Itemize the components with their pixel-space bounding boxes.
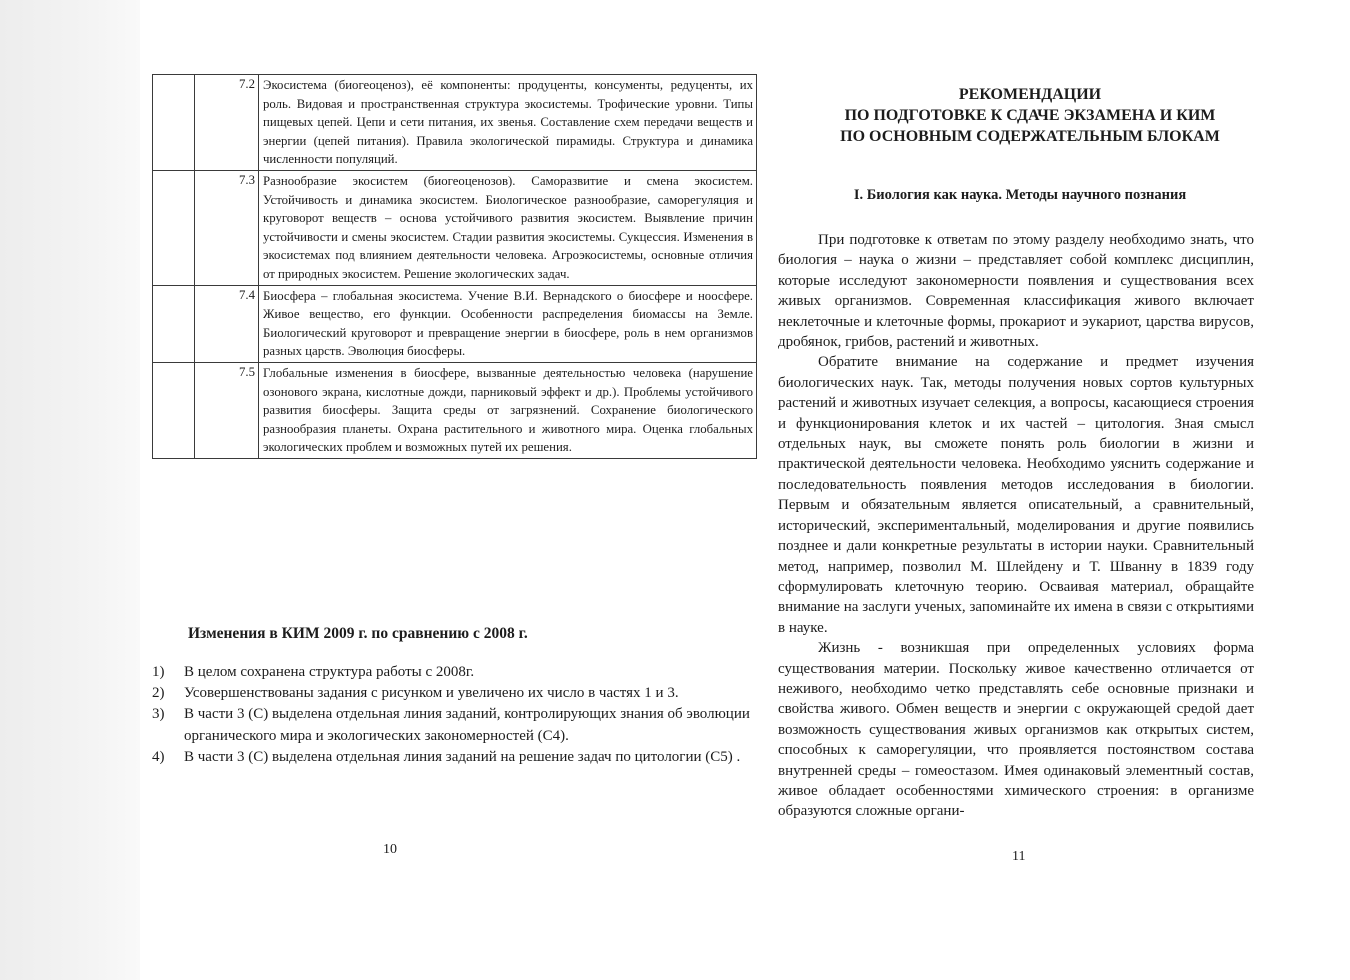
scan-margin-shade bbox=[0, 0, 140, 980]
list-item bbox=[152, 747, 762, 768]
changes-list bbox=[152, 662, 762, 768]
table-row bbox=[153, 75, 757, 171]
title-line: ПО ОСНОВНЫМ СОДЕРЖАТЕЛЬНЫМ БЛОКАМ bbox=[840, 128, 1220, 145]
paragraph: Жизнь - возникшая при определенных условиях форма существования материи. Поскольку живое качественно отличается от неживого, необходимо четко представлять себе основные признаки и свойства живого. Обмен веществ и энергии с окружающей средой дает возможность существования живых организмов как открытых систем, способных к саморегуляции, что проявляется постоянством состава внутренней среды – гомеостазом. Имея одинаковый элементный состав, живое обладает особенностями химического строения: в организме образуются сложные органи- bbox=[778, 640, 1254, 820]
row-text: Разнообразие экосистем (биогеоценозов). Саморазвитие и смена экосистем. Устойчивость и динамика экосистем. Биологическое разнообразие, саморегуляция и круговорот веществ – основа устойчивого развития экосистем. Выявление причин устойчивости и смены экосистем. Стадии развития экосистемы. Сукцессия. Изменения в экосистемах под влиянием деятельности человека. Агроэкосистемы, основные отличия от природных экосистем. Решение экологических задач. bbox=[259, 170, 757, 285]
row-text: Экосистема (биогеоценоз), её компоненты: продуценты, консументы, редуценты, их роль. Видовая и пространственная структура экосистемы. Трофические уровни. Типы пищевых цепей. Цепи и сети питания, их звенья. Составление схем передачи веществ и энергии (цепей питания). Правила экологической пирамиды. Структура и динамика численности популяций. bbox=[259, 75, 757, 171]
paragraph: При подготовке к ответам по этому разделу необходимо знать, что биология – наука о жизни – представляет собой комплекс дисциплин, которые исследуют закономерности появления и существования всех живых организмов. Современная классификация живого включает неклеточные и клеточные формы, прокариот и эукариот, царства вирусов, дробянок, грибов, растений и животных. bbox=[778, 232, 1254, 351]
list-item bbox=[152, 683, 762, 704]
row-text: Глобальные изменения в биосфере, вызванные деятельностью человека (нарушение озонового экрана, кислотные дожди, парниковый эффект и др.). Проблемы устойчивого развития биосферы. Защита среды от загрязнений. Сохранение биологического разнообразия планеты. Охрана растительного и животного мира. Оценка глобальных экологических проблем и возможных путей их решения. bbox=[259, 362, 757, 458]
list-item-number: 4) bbox=[152, 748, 165, 765]
list-item-text: В части 3 (С) выделена отдельная линия заданий, контролирующих знания об эволюции органического мира и экологических закономерностей (С4). bbox=[184, 706, 750, 744]
title-line: ПО ПОДГОТОВКЕ К СДАЧЕ ЭКЗАМЕНА И КИМ bbox=[844, 107, 1216, 124]
title-line: РЕКОМЕНДАЦИИ bbox=[958, 86, 1102, 103]
list-item-text: Усовершенствованы задания с рисунком и увеличено их число в частях 1 и 3. bbox=[184, 685, 679, 702]
right-page bbox=[700, 0, 1320, 980]
table-row bbox=[153, 285, 757, 362]
page-title bbox=[800, 84, 1260, 147]
body-text bbox=[778, 230, 1254, 822]
list-item-number: 2) bbox=[152, 685, 165, 702]
page-number: 11 bbox=[1012, 849, 1026, 864]
row-number: 7.3 bbox=[195, 170, 259, 285]
changes-heading: Изменения в КИМ 2009 г. по сравнению с 2008 г. bbox=[188, 625, 528, 642]
list-item bbox=[152, 662, 762, 683]
table-row bbox=[153, 170, 757, 285]
row-text: Биосфера – глобальная экосистема. Учение В.И. Вернадского о биосфере и ноосфере. Живое вещество, его функции. Особенности распределения биомассы на Земле. Биологический круговорот и превращение энергии в биосфере, роль в нем организмов разных царств. Эволюция биосферы. bbox=[259, 285, 757, 362]
paragraph: Обратите внимание на содержание и предмет изучения биологических наук. Так, методы получения новых сортов культурных растений и животных изучает селекция, а вопросы, касающиеся строения и функционирования клеток и их частей – цитология. Зная смысл отдельных наук, вы сможете понять роль биологии в жизни и практической деятельности человека. Необходимо уяснить содержание и последовательность появления методов исследования в биологии. Первым и обязательным является описательный, а сравнительный, исторический, экспериментальный, моделирования и другие появились позднее и дали конкретные результаты в истории науки. Сравнительный метод, например, позволил М. Шлейдену и Т. Шванну в 1839 году сформулировать клеточную теорию. Осваивая материал, обращайте внимание на заслуги ученых, запоминайте их имена в связи с открытиями в науке. bbox=[778, 354, 1254, 636]
list-item-text: В целом сохранена структура работы с 2008г. bbox=[184, 664, 475, 680]
left-page bbox=[140, 0, 753, 980]
topics-table bbox=[152, 74, 757, 459]
row-number: 7.2 bbox=[195, 75, 259, 171]
list-item bbox=[152, 704, 762, 746]
row-number: 7.5 bbox=[195, 362, 259, 458]
list-item-number: 3) bbox=[152, 706, 165, 723]
table-row bbox=[153, 362, 757, 458]
section-heading: I. Биология как наука. Методы научного познания bbox=[853, 187, 1187, 203]
list-item-number: 1) bbox=[152, 664, 165, 680]
row-number: 7.4 bbox=[195, 285, 259, 362]
page-number: 10 bbox=[383, 842, 397, 857]
list-item-text: В части 3 (С) выделена отдельная линия заданий на решение задач по цитологии (С5) . bbox=[184, 748, 741, 765]
